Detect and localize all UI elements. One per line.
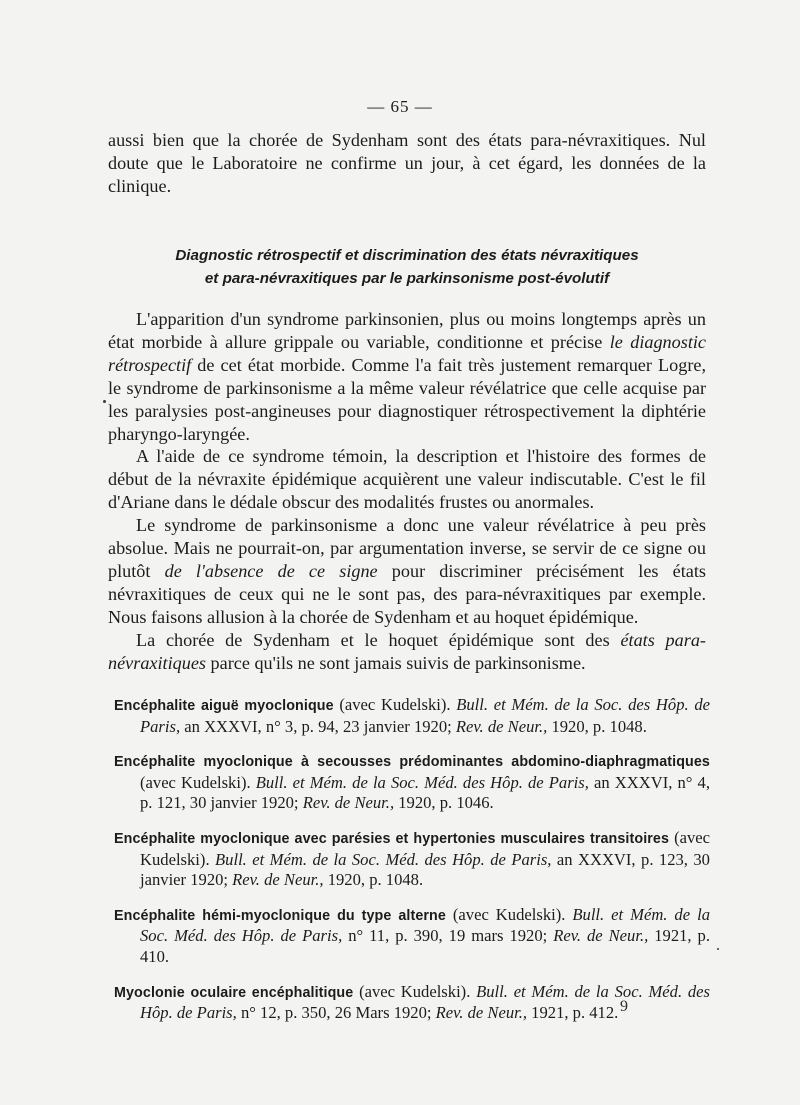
reference-text: (avec Kudelski). xyxy=(140,772,256,792)
intro-paragraph xyxy=(108,129,706,198)
section-heading xyxy=(108,244,706,290)
reference-text: an XXXVI, n° 4, p. 121, 30 janvier 1920; xyxy=(140,772,710,813)
reference-text: (avec Kudelski). xyxy=(353,981,477,1001)
reference-text: n° 11, p. 390, 19 mars 1920; xyxy=(342,926,554,946)
reference-journal: Rev. de Neur., xyxy=(302,793,395,813)
reference-title: Myoclonie oculaire encéphalitique xyxy=(114,984,354,1001)
paragraph-1-text-b: de cet état morbide. Comme l'a fait très justement remarquer Logre, le syndrome de parkinsonisme a la même valeur révélatrice que celle acquise par les paralysies post-angineuses pour diagnostiquer rétrospectivement la diphtérie pharyngo-laryngée. xyxy=(108,354,706,444)
reference-journal: Bull. et Mém. de la Soc. Méd. des Hôp. de Paris, xyxy=(140,981,710,1023)
paragraph-1-text-a: L'apparition d'un syndrome parkinsonien, plus ou moins longtemps après un état morbide à allure grippale ou variable, conditionne et précise xyxy=(108,309,706,352)
section-heading-line-2: et para-névraxitiques par le parkinsonisme post-évolutif xyxy=(204,270,610,287)
reference-text: 1920, p. 1046. xyxy=(394,793,494,813)
reference-text: 1920, p. 1048. xyxy=(547,716,647,736)
paragraph-3-emphasis: de l'absence de ce signe xyxy=(164,560,378,581)
reference-title: Encéphalite myoclonique avec parésies et hypertonies musculaires transitoires xyxy=(114,830,670,847)
reference-text: an XXXVI, p. 123, 30 janvier 1920; xyxy=(140,849,710,890)
paragraph-4-text-a: La chorée de Sydenham et le hoquet épidémique sont des xyxy=(136,629,621,650)
reference-title: Encéphalite aiguë myoclonique xyxy=(114,698,334,714)
reference-text: 1921, p. 410. xyxy=(140,926,710,966)
reference-entry xyxy=(114,905,710,968)
paragraph-4-text-b: parce qu'ils ne sont jamais suivis de parkinsonisme. xyxy=(205,652,586,673)
reference-text: (avec Kudelski). xyxy=(333,695,457,714)
paragraph-1 xyxy=(108,308,706,445)
reference-text: (avec Kudelski). xyxy=(140,827,710,869)
paragraph-3 xyxy=(108,514,706,629)
reference-journal: Rev. de Neur., xyxy=(232,870,324,890)
reference-journal: Bull. et Mém. de la Soc. des Hôp. de Paris, xyxy=(140,695,710,736)
print-speck xyxy=(717,948,719,950)
section-heading-line-1: Diagnostic rétrospectif et discrimination des états névraxitiques xyxy=(175,247,639,264)
print-speck xyxy=(103,400,106,403)
reference-text: 1921, p. 412. xyxy=(527,1003,619,1023)
reference-entry xyxy=(114,751,710,814)
paragraph-4 xyxy=(108,629,706,675)
reference-journal: Rev. de Neur., xyxy=(553,926,649,946)
reference-journal: Bull. et Mém. de la Soc. Méd. des Hôp. de Paris, xyxy=(255,772,589,792)
page-number: — 65 — xyxy=(367,97,433,116)
reference-text: n° 12, p. 350, 26 Mars 1920; xyxy=(236,1003,436,1023)
signature-mark: 9 xyxy=(620,998,628,1015)
paragraph-1-emphasis: le diagnostic rétrospectif xyxy=(108,331,707,375)
paragraph-3-text-b: pour discriminer précisément les états névraxitiques de ceux qui ne le sont pas, des para-névraxitiques par exemple. Nous faisons allusion à la chorée de Sydenham et au hoquet épidémique. xyxy=(108,560,706,627)
reference-title: Encéphalite myoclonique à secousses prédominantes abdomino-diaphragmatiques xyxy=(114,754,710,771)
references-list xyxy=(114,695,710,1038)
reference-text: an XXXVI, n° 3, p. 94, 23 janvier 1920; xyxy=(180,716,456,736)
intro-text: aussi bien que la chorée de Sydenham sont des états para-névraxitiques. Nul doute que le Laboratoire ne confirme un jour, à cet égard, les données de la clinique. xyxy=(108,130,706,196)
reference-entry xyxy=(114,828,710,891)
paragraph-4-emphasis: états para-névraxitiques xyxy=(108,629,706,673)
reference-title: Encéphalite hémi-myoclonique du type alterne xyxy=(114,907,446,924)
reference-text: 1920, p. 1048. xyxy=(323,870,424,890)
reference-journal: Bull. et Mém. de la Soc. Méd. des Hôp. de Paris, xyxy=(215,849,552,869)
reference-text: (avec Kudelski). xyxy=(445,904,573,924)
reference-journal: Rev. de Neur., xyxy=(435,1003,528,1023)
reference-entry xyxy=(114,695,710,737)
paragraph-3-text-a: Le syndrome de parkinsonisme a donc une valeur révélatrice à peu près absolue. Mais ne pourrait-on, par argumentation inverse, se servir de ce signe ou plutôt xyxy=(108,515,706,581)
reference-journal: Rev. de Neur., xyxy=(455,716,548,736)
body-text xyxy=(108,308,706,675)
reference-journal: Bull. et Mém. de la Soc. Méd. des Hôp. de Paris, xyxy=(140,904,710,946)
paragraph-2: A l'aide de ce syndrome témoin, la description et l'histoire des formes de début de la névraxite épidémique acquièrent une valeur indiscutable. C'est le fil d'Ariane dans le dédale obscur des modalités frustes ou anormales. xyxy=(108,446,706,513)
